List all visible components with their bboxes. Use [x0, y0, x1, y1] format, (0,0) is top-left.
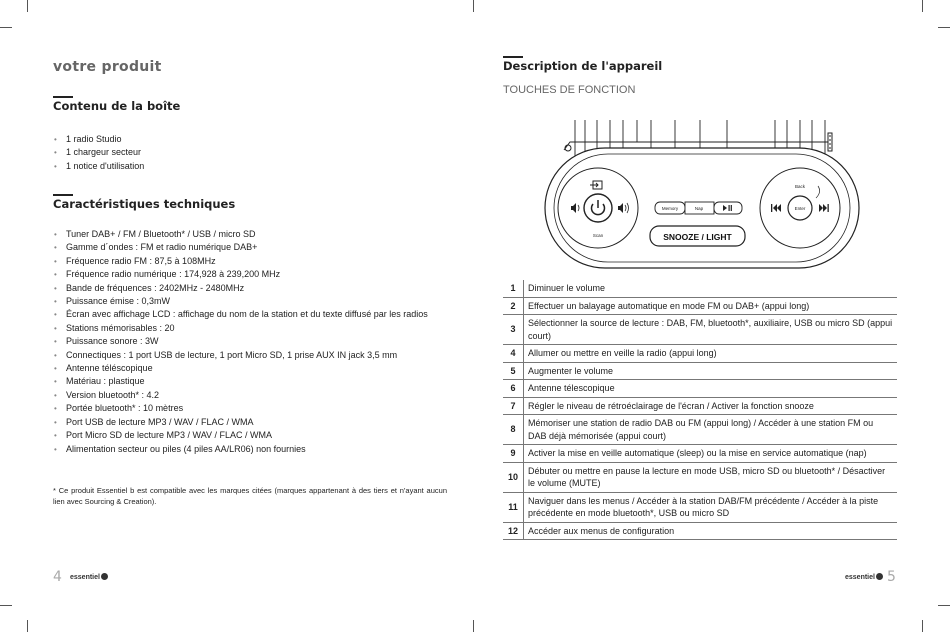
table-row [503, 362, 897, 380]
function-number: 11 [503, 492, 524, 522]
function-number: 1 [503, 280, 524, 297]
list-item: • Port Micro SD de lecture MP3 / WAV / FLAC / WMA [53, 429, 428, 442]
list-item: • Port USB de lecture MP3 / WAV / FLAC / WMA [53, 416, 428, 429]
function-description: Naviguer dans les menus / Accéder à la station DAB/FM précédente / Accéder à la piste précédente en mode bluetooth*, USB ou micro SD [524, 492, 898, 522]
function-table [503, 280, 897, 540]
heading-rule [53, 194, 73, 196]
list-item: • Puissance sonore : 3W [53, 335, 428, 348]
function-description: Antenne télescopique [524, 380, 898, 398]
list-item: • Version bluetooth* : 4.2 [53, 389, 428, 402]
specs-heading: Caractéristiques techniques [53, 197, 236, 211]
specs-list [53, 228, 428, 456]
list-item: • Fréquence radio numérique : 174,928 à 239,200 MHz [53, 268, 428, 281]
list-item: • Fréquence radio FM : 87,5 à 108MHz [53, 255, 428, 268]
function-description: Allumer ou mettre en veille la radio (appui long) [524, 345, 898, 363]
function-number: 10 [503, 462, 524, 492]
brand-logo [70, 573, 108, 581]
brand-name: essentiel [70, 574, 100, 581]
brand-name: essentiel [845, 574, 875, 581]
function-description: Effectuer un balayage automatique en mode FM ou DAB+ (appui long) [524, 297, 898, 315]
table-row [503, 397, 897, 415]
function-description: Débuter ou mettre en pause la lecture en mode USB, micro SD ou bluetooth* / Désactiver le volume (MUTE) [524, 462, 898, 492]
table-row [503, 315, 897, 345]
function-number: 5 [503, 362, 524, 380]
list-item: • Antenne téléscopique [53, 362, 428, 375]
box-contents-heading: Contenu de la boîte [53, 99, 181, 113]
brand-logo [845, 573, 883, 581]
list-item: • 1 notice d'utilisation [53, 160, 144, 173]
function-description: Augmenter le volume [524, 362, 898, 380]
table-row [503, 345, 897, 363]
heading-rule [53, 96, 73, 98]
function-description: Accéder aux menus de configuration [524, 522, 898, 540]
page-number: 4 [53, 569, 62, 585]
table-row [503, 297, 897, 315]
page-number: 5 [887, 569, 896, 585]
list-item: • Tuner DAB+ / FM / Bluetooth* / USB / micro SD [53, 228, 428, 241]
function-number: 3 [503, 315, 524, 345]
snooze-light-label: SNOOZE / LIGHT [663, 232, 732, 242]
brand-icon [101, 573, 108, 580]
enter-label: Enter [794, 206, 806, 211]
list-item: • Portée bluetooth* : 10 mètres [53, 402, 428, 415]
radio-diagram [542, 116, 862, 276]
function-number: 2 [503, 297, 524, 315]
list-item: • 1 chargeur secteur [53, 146, 144, 159]
play-pause-button [714, 202, 742, 214]
footnote: * Ce produit Essentiel b est compatible avec les marques citées (marques appartenant à des tiers et n'ayant aucun lien avec Sourcing & Creation). [53, 486, 447, 506]
memory-label: Memory [661, 206, 679, 211]
list-item: • 1 radio Studio [53, 133, 144, 146]
scan-label: Scan [592, 233, 604, 238]
function-number: 7 [503, 397, 524, 415]
function-description: Activer la mise en veille automatique (sleep) ou la mise en service automatique (nap) [524, 445, 898, 463]
function-number: 4 [503, 345, 524, 363]
list-item: • Écran avec affichage LCD : affichage du nom de la station et du texte diffusé par les radios [53, 308, 428, 321]
function-description: Diminuer le volume [524, 280, 898, 297]
page-title: votre produit [53, 59, 162, 75]
list-item: • Bande de fréquences : 2402MHz - 2480MHz [53, 282, 428, 295]
table-row [503, 462, 897, 492]
table-row [503, 492, 897, 522]
list-item: • Gamme d´ondes : FM et radio numérique DAB+ [53, 241, 428, 254]
list-item: • Connectiques : 1 port USB de lecture, 1 port Micro SD, 1 prise AUX IN jack 3,5 mm [53, 349, 428, 362]
list-item: • Puissance émise : 0,3mW [53, 295, 428, 308]
function-number: 8 [503, 415, 524, 445]
nap-label: Nap [694, 206, 704, 211]
brand-icon [876, 573, 883, 580]
function-keys-subtitle: TOUCHES DE FONCTION [503, 84, 636, 96]
table-row [503, 280, 897, 297]
function-description: Mémoriser une station de radio DAB ou FM (appui long) / Accéder à une station FM ou DAB déjà mémorisée (appui court) [524, 415, 898, 445]
table-row [503, 380, 897, 398]
function-number: 12 [503, 522, 524, 540]
list-item: • Alimentation secteur ou piles (4 piles AA/LR06) non fournies [53, 443, 428, 456]
description-title: Description de l'appareil [503, 59, 663, 73]
table-row [503, 445, 897, 463]
function-description: Régler le niveau de rétroéclairage de l'écran / Activer la fonction snooze [524, 397, 898, 415]
function-number: 6 [503, 380, 524, 398]
heading-rule [503, 56, 523, 58]
list-item: • Stations mémorisables : 20 [53, 322, 428, 335]
back-label: Back [794, 184, 806, 189]
function-description: Sélectionner la source de lecture : DAB, FM, bluetooth*, auxiliaire, USB ou micro SD (appui court) [524, 315, 898, 345]
box-contents-list [53, 133, 144, 173]
function-number: 9 [503, 445, 524, 463]
list-item: • Matériau : plastique [53, 375, 428, 388]
table-row [503, 522, 897, 540]
table-row [503, 415, 897, 445]
